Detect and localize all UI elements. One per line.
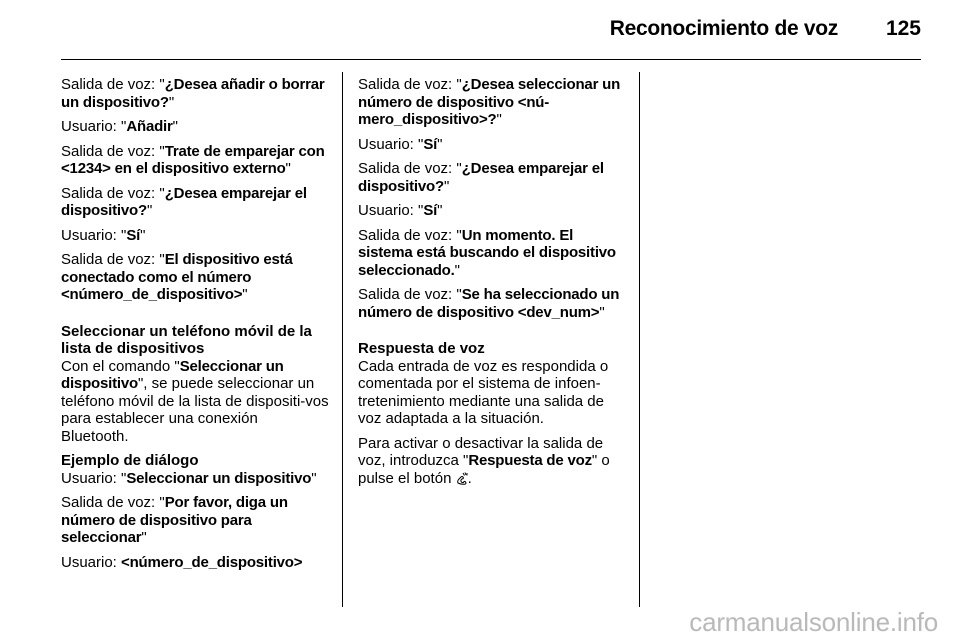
dialog-line: Salida de voz: "Se ha seleccionado un número de dispositivo <dev_num>" (358, 286, 620, 321)
section-heading: Respuesta de voz (358, 340, 485, 357)
header-divider (61, 59, 921, 60)
column-divider-1 (342, 72, 343, 607)
body-paragraph: Con el comando "Seleccionar un dispositivo", se puede seleccionar un teléfono móvil de la lista de dispositi-vos para establecer una conexión Bluetooth. (61, 357, 329, 445)
column-divider-2 (639, 72, 640, 607)
dialog-line: Usuario: "Seleccionar un dispositivo" (61, 469, 317, 487)
dialog-line: Usuario: "Añadir" (61, 118, 178, 135)
dialog-line: Salida de voz: "Un momento. El sistema está buscando el dispositivo seleccionado." (358, 226, 616, 279)
phone-voice-icon (456, 472, 468, 490)
body-paragraph: Cada entrada de voz es respondida o comentada por el sistema de infoen-tretenimiento mediante una salida de voz adaptada a la situación. (358, 357, 609, 427)
dialog-line: Usuario: <número_de_dispositivo> (61, 553, 303, 571)
body-paragraph: Para activar o desactivar la salida de voz, introduzca "Respuesta de voz" o pulse el botón . (358, 435, 626, 490)
column-1 (61, 76, 329, 578)
section-heading: Ejemplo de diálogo (61, 452, 199, 469)
page-number: 125 (885, 17, 921, 40)
dialog-line: Usuario: "Sí" (61, 226, 146, 244)
watermark: carmanualsonline.info (689, 607, 938, 637)
dialog-line: Usuario: "Sí" (358, 202, 443, 219)
dialog-line: Salida de voz: "Trate de emparejar con <1234> en el dispositivo externo" (61, 142, 325, 177)
section-heading: Seleccionar un teléfono móvil de la lista de dispositivos (61, 322, 312, 357)
page-title: Reconocimiento de voz (609, 17, 838, 40)
column-2 (358, 76, 626, 496)
dialog-line: Salida de voz: "¿Desea añadir o borrar un dispositivo?" (61, 76, 325, 111)
dialog-line: Salida de voz: "El dispositivo está conectado como el número <número_de_dispositivo>" (61, 251, 293, 303)
dialog-line: Usuario: "Sí" (358, 135, 443, 153)
dialog-line: Salida de voz: "Por favor, diga un número de dispositivo para seleccionar" (61, 494, 288, 546)
dialog-line: Salida de voz: "¿Desea emparejar el dispositivo?" (358, 160, 604, 195)
dialog-line: Salida de voz: "¿Desea seleccionar un número de dispositivo <nú-mero_dispositivo>?" (358, 76, 621, 128)
dialog-line: Salida de voz: "¿Desea emparejar el dispositivo?" (61, 184, 307, 219)
